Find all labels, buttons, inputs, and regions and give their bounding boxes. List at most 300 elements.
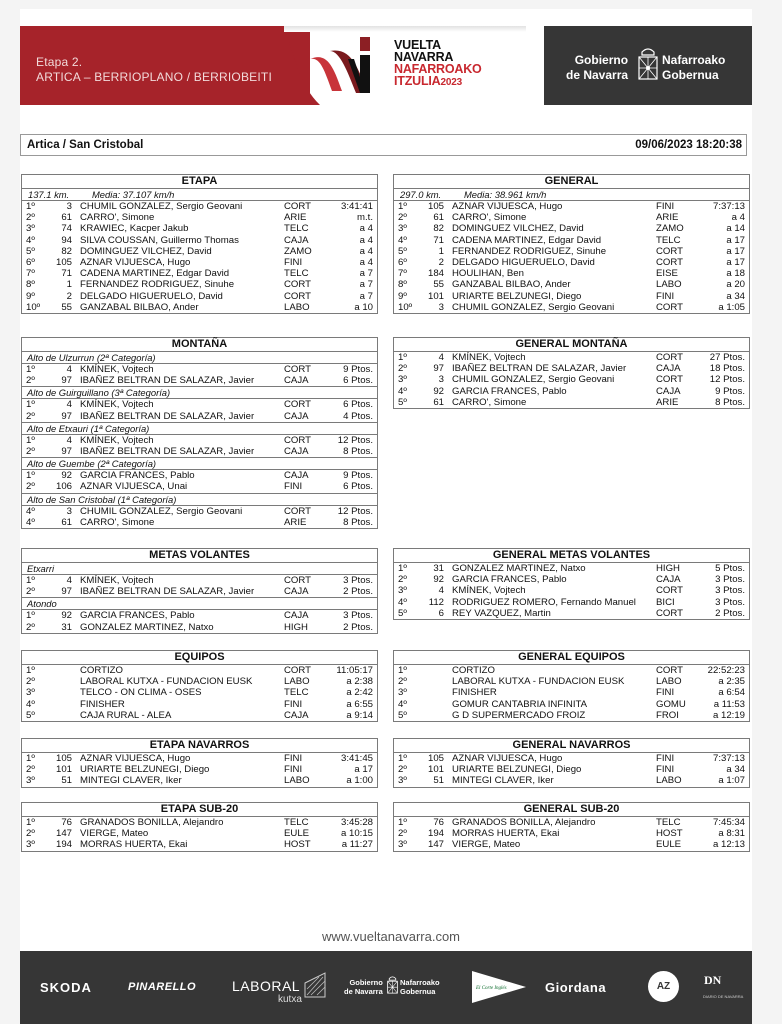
- position: 2º: [26, 212, 35, 224]
- team-code: FINI: [656, 290, 675, 302]
- location-name: Artica / San Cristobal: [27, 139, 144, 151]
- table-row: [394, 386, 749, 397]
- average-speed: Media: 37.107 km/h: [92, 189, 175, 200]
- table-row: [394, 574, 749, 585]
- result-value: a 6:54: [718, 687, 745, 699]
- bib-number: 2: [438, 256, 444, 268]
- result-value: a 11:27: [341, 839, 373, 851]
- position: 9º: [26, 290, 35, 302]
- rider-name: CADENA MARTINEZ, Edgar David: [452, 234, 602, 246]
- result-value: a 17: [354, 764, 373, 776]
- gov-text-left: [566, 53, 628, 83]
- logo-vuelta: VUELTA: [394, 38, 441, 52]
- table-row: [394, 246, 749, 257]
- position: 4º: [26, 234, 35, 246]
- table-row: [394, 585, 749, 596]
- team-code: GOMU: [656, 698, 686, 710]
- sponsor-gov-right-1: Nafarroako: [400, 978, 440, 987]
- bib-number: 105: [427, 201, 444, 212]
- table-row: [394, 839, 749, 850]
- gov-text-right: [662, 53, 725, 83]
- result-value: a 17: [726, 256, 745, 268]
- group-label: Alto de Guembe (2ª Categoría): [22, 458, 377, 470]
- position: 2º: [26, 445, 35, 457]
- bib-number: 82: [433, 223, 444, 235]
- team-code: ARIE: [284, 516, 307, 528]
- position: 3º: [398, 585, 407, 597]
- table-row: [22, 575, 377, 586]
- result-value: a 18: [726, 268, 745, 280]
- bib-number: 6: [438, 607, 444, 619]
- table-row: [394, 710, 749, 721]
- result-value: a 12:13: [712, 839, 745, 851]
- position: 2º: [26, 764, 35, 776]
- logo-itzulia: [394, 75, 482, 89]
- result-value: a 10: [354, 301, 373, 313]
- result-value: 5 Ptos.: [715, 563, 745, 574]
- table-row: [22, 291, 377, 302]
- bib-number: 3: [66, 505, 72, 517]
- bib-number: 194: [55, 839, 72, 851]
- table-row: [22, 610, 377, 621]
- website-link[interactable]: www.vueltanavarra.com: [322, 929, 460, 944]
- table-row: [22, 764, 377, 775]
- position: 4º: [398, 596, 407, 608]
- position: 4º: [26, 698, 35, 710]
- sponsor-corte-text: El Corte Inglés: [476, 986, 507, 991]
- position: 3º: [398, 687, 407, 699]
- table-title: ETAPA NAVARROS: [22, 739, 377, 753]
- position: 7º: [26, 268, 35, 280]
- position: 1º: [26, 575, 35, 586]
- position: 2º: [398, 676, 407, 688]
- team-code: HOST: [284, 839, 311, 851]
- team-code: CORT: [284, 290, 312, 302]
- position: 5º: [398, 396, 407, 408]
- team-code: CAJA: [284, 470, 309, 482]
- result-value: m.t.: [357, 212, 373, 224]
- team-code: CAJA: [656, 363, 681, 375]
- team-code: CORT: [284, 201, 312, 212]
- rider-name: GARCIA FRANCES, Pablo: [80, 610, 195, 622]
- bib-number: 4: [66, 575, 72, 586]
- sponsor-gov-right-2: Gobernua: [400, 987, 436, 996]
- table-row: [22, 481, 377, 493]
- sponsor-dn-subtitle: DIARIO DE NAVARRA: [703, 994, 744, 999]
- team-code: CORT: [656, 301, 684, 313]
- position: 1º: [26, 753, 35, 764]
- position: 4º: [26, 505, 35, 517]
- table-title: MONTAÑA: [22, 338, 377, 352]
- bib-number: 94: [61, 234, 72, 246]
- bib-number: 76: [61, 817, 72, 828]
- sponsor-laboral: LABORAL: [232, 978, 301, 994]
- table-row: [394, 764, 749, 775]
- team-code: CAJA: [284, 610, 309, 622]
- table-row: [394, 268, 749, 279]
- team-code: FINI: [284, 753, 303, 764]
- result-value: a 6:55: [346, 698, 373, 710]
- table-etapa-navarros: [21, 738, 378, 788]
- stage-number: Etapa 2.: [36, 55, 83, 69]
- result-value: a 10:15: [340, 828, 373, 840]
- rider-name: CHUMIL GONZALEZ, Sergio Geovani: [452, 301, 615, 313]
- rider-name: KMÍNEK, Vojtech: [80, 364, 154, 375]
- rider-name: FERNANDEZ RODRIGUEZ, Sinuhe: [80, 279, 235, 291]
- result-value: a 2:42: [346, 687, 373, 699]
- table-title: GENERAL EQUIPOS: [394, 651, 749, 665]
- position: 6º: [398, 256, 407, 268]
- result-value: a 8:31: [718, 828, 745, 840]
- gobierno-navarra-logo: [544, 26, 752, 105]
- bib-number: 1: [66, 279, 72, 291]
- position: 1º: [26, 434, 35, 446]
- team-code: EULE: [656, 839, 682, 851]
- bib-number: 105: [427, 753, 444, 764]
- sponsor-navarra-crest-icon: [386, 973, 399, 997]
- bib-number: 2: [66, 290, 72, 302]
- gov-left-line2: de Navarra: [566, 68, 629, 82]
- rider-name: AZNAR VIJUESCA, Unai: [80, 481, 188, 493]
- rider-name: AZNAR VIJUESCA, Hugo: [452, 753, 563, 764]
- result-value: a 7: [359, 290, 373, 302]
- table-row: [22, 622, 377, 633]
- rider-name: GONZALEZ MARTINEZ, Natxo: [452, 563, 586, 574]
- bib-number: 61: [433, 396, 444, 408]
- result-value: a 1:07: [718, 775, 745, 787]
- team-code: CORT: [656, 665, 684, 676]
- position: 5º: [26, 709, 35, 721]
- result-value: a 2:35: [718, 676, 745, 688]
- bib-number: 147: [55, 828, 72, 840]
- position: 8º: [26, 279, 35, 291]
- table-row: [394, 817, 749, 828]
- team-code: FINI: [656, 764, 675, 776]
- stage-title: [36, 55, 272, 85]
- position: 5º: [398, 709, 407, 721]
- position: 2º: [26, 481, 35, 493]
- sponsors-footer: [20, 951, 752, 1024]
- position: 6º: [26, 256, 35, 268]
- team-code: CAJA: [284, 445, 309, 457]
- team-code: EULE: [284, 828, 310, 840]
- location-bar: [20, 134, 747, 156]
- position: 10º: [26, 301, 41, 313]
- sponsor-dn: DN: [704, 973, 722, 987]
- table-row: [394, 699, 749, 710]
- bib-number: 3: [438, 374, 444, 386]
- position: 2º: [26, 410, 35, 422]
- team-code: EISE: [656, 268, 678, 280]
- table-meta: [394, 189, 749, 201]
- table-row: [394, 291, 749, 302]
- table-row: [394, 676, 749, 687]
- table-row: [22, 775, 377, 786]
- table-row: [394, 352, 749, 363]
- sponsor-gov-left-2: de Navarra: [344, 987, 383, 996]
- team-code: CORT: [284, 399, 312, 411]
- result-value: 8 Ptos.: [343, 516, 373, 528]
- table-etapa: [21, 174, 378, 314]
- position: 3º: [398, 223, 407, 235]
- bib-number: 101: [55, 764, 72, 776]
- bib-number: 61: [61, 212, 72, 224]
- result-value: a 4: [731, 212, 745, 224]
- position: 7º: [398, 268, 407, 280]
- rider-name: URIARTE BELZUNEGI, Diego: [80, 764, 210, 776]
- rider-name: SILVA COUSSAN, Guillermo Thomas: [80, 234, 239, 246]
- table-meta: [22, 189, 377, 201]
- result-value: 3 Ptos.: [343, 610, 373, 622]
- position: 1º: [26, 470, 35, 482]
- result-value: 9 Ptos.: [343, 470, 373, 482]
- result-value: a 4: [359, 234, 373, 246]
- position: 1º: [26, 817, 35, 828]
- team-code: FINI: [284, 764, 303, 776]
- result-value: a 14: [726, 223, 745, 235]
- table-general-montana: [393, 337, 750, 409]
- rider-name: VIERGE, Mateo: [80, 828, 149, 840]
- table-title: GENERAL NAVARROS: [394, 739, 749, 753]
- team-code: HOST: [656, 828, 683, 840]
- table-title: ETAPA SUB-20: [22, 803, 377, 817]
- navarra-crest-icon: [636, 44, 660, 84]
- table-row: [22, 435, 377, 446]
- table-row: [394, 201, 749, 212]
- rider-name: GANZABAL BILBAO, Ander: [80, 301, 199, 313]
- position: 2º: [398, 574, 407, 586]
- table-row: [22, 676, 377, 687]
- rider-name: IBAÑEZ BELTRAN DE SALAZAR, Javier: [80, 586, 255, 598]
- position: 1º: [26, 364, 35, 375]
- bib-number: 74: [61, 223, 72, 235]
- rider-name: RODRIGUEZ ROMERO, Fernando Manuel: [452, 596, 636, 608]
- rider-name: KMÍNEK, Vojtech: [452, 585, 526, 597]
- table-row: [22, 223, 377, 234]
- team-code: CAJA: [284, 234, 309, 246]
- team-code: CORT: [284, 505, 312, 517]
- table-row: [22, 506, 377, 517]
- position: 3º: [26, 687, 35, 699]
- result-value: 12 Ptos.: [709, 374, 745, 386]
- team-code: CORT: [656, 607, 684, 619]
- rider-name: CARRO', Simone: [80, 212, 155, 224]
- rider-name: VIERGE, Mateo: [452, 839, 521, 851]
- table-title: GENERAL MONTAÑA: [394, 338, 749, 352]
- table-row: [394, 563, 749, 574]
- result-value: 12 Ptos.: [337, 434, 373, 446]
- result-value: 2 Ptos.: [343, 621, 373, 633]
- position: 1º: [398, 352, 407, 363]
- result-value: a 34: [726, 764, 745, 776]
- rider-name: IBAÑEZ BELTRAN DE SALAZAR, Javier: [80, 410, 255, 422]
- position: 3º: [398, 775, 407, 787]
- result-value: 27 Ptos.: [709, 352, 745, 363]
- result-value: a 34: [726, 290, 745, 302]
- team-code: LABO: [656, 775, 682, 787]
- position: 2º: [398, 212, 407, 224]
- table-row: [22, 665, 377, 676]
- team-code: ARIE: [656, 212, 679, 224]
- team-code: CORT: [656, 374, 684, 386]
- position: 1º: [398, 201, 407, 212]
- position: 8º: [398, 279, 407, 291]
- logo-nafarroako: NAFARROAKO: [394, 62, 482, 76]
- position: 1º: [26, 201, 35, 212]
- position: 1º: [26, 399, 35, 411]
- table-row: [394, 257, 749, 268]
- team-code: TELC: [284, 223, 309, 235]
- rider-name: LABORAL KUTXA - FUNDACION EUSK: [80, 676, 253, 688]
- rider-name: URIARTE BELZUNEGI, Diego: [452, 764, 582, 776]
- rider-name: KMÍNEK, Vojtech: [80, 575, 154, 586]
- table-row: [394, 302, 749, 313]
- bib-number: 55: [61, 301, 72, 313]
- position: 3º: [26, 839, 35, 851]
- stage-route: ARTICA – BERRIOPLANO / BERRIOBEITI: [36, 70, 272, 84]
- position: 4º: [398, 698, 407, 710]
- group-label: Alto de Ulzurrun (2ª Categoría): [22, 352, 377, 364]
- bib-number: 31: [61, 621, 72, 633]
- table-etapa-sub20: [21, 802, 378, 852]
- group-label: Alto de Etxauri (1ª Categoría): [22, 423, 377, 435]
- position: 3º: [26, 223, 35, 235]
- rider-name: CORTIZO: [452, 665, 495, 676]
- result-value: a 4: [359, 245, 373, 257]
- team-code: TELC: [284, 268, 309, 280]
- bib-number: 105: [55, 256, 72, 268]
- group-label: Alto de San Cristobal (1ª Categoría): [22, 494, 377, 506]
- bib-number: 97: [61, 375, 72, 387]
- result-value: 3:41:45: [340, 753, 373, 764]
- team-code: CORT: [284, 279, 312, 291]
- table-row: [394, 687, 749, 698]
- team-code: LABO: [284, 301, 310, 313]
- table-row: [22, 399, 377, 410]
- team-code: CORT: [284, 364, 312, 375]
- team-code: TELC: [656, 234, 681, 246]
- gov-right-line1: Nafarroako: [662, 53, 726, 67]
- table-title: GENERAL SUB-20: [394, 803, 749, 817]
- rider-name: FERNANDEZ RODRIGUEZ, Sinuhe: [452, 245, 607, 257]
- rider-name: GARCIA FRANCES, Pablo: [452, 385, 567, 397]
- position: 5º: [398, 607, 407, 619]
- sponsor-pinarello: PINARELLO: [128, 981, 197, 993]
- team-code: ARIE: [656, 396, 679, 408]
- team-code: HIGH: [656, 563, 680, 574]
- team-code: CORT: [284, 665, 312, 676]
- table-row: [22, 699, 377, 710]
- team-code: LABO: [284, 775, 310, 787]
- team-code: CORT: [656, 245, 684, 257]
- rider-name: CARRO', Simone: [452, 212, 527, 224]
- bib-number: 112: [428, 596, 444, 608]
- rider-name: GARCIA FRANCES, Pablo: [80, 470, 195, 482]
- rider-name: AZNAR VIJUESCA, Hugo: [80, 256, 191, 268]
- position: 1º: [26, 665, 35, 676]
- logo-text: [394, 39, 482, 89]
- group-label: Etxarri: [22, 563, 377, 575]
- result-value: 3 Ptos.: [715, 596, 745, 608]
- result-value: 6 Ptos.: [343, 399, 373, 411]
- rider-name: CADENA MARTINEZ, Edgar David: [80, 268, 230, 280]
- rider-name: GANZABAL BILBAO, Ander: [452, 279, 571, 291]
- team-code: FROI: [656, 709, 679, 721]
- rider-name: CARRO', Simone: [452, 396, 527, 408]
- gov-right-line2: Gobernua: [662, 68, 719, 82]
- table-row: [394, 212, 749, 223]
- table-row: [22, 411, 377, 423]
- logo-navarra: NAVARRA: [394, 50, 454, 64]
- result-value: 7:37:13: [712, 201, 745, 212]
- position: 3º: [398, 839, 407, 851]
- rider-name: CHUMIL GONZALEZ, Sergio Geovani: [80, 201, 243, 212]
- team-code: FINI: [656, 687, 675, 699]
- table-row: [394, 828, 749, 839]
- sponsor-kutxa: kutxa: [278, 994, 302, 1005]
- table-title: METAS VOLANTES: [22, 549, 377, 563]
- vn-logo-icon: [308, 29, 392, 103]
- table-row: [394, 775, 749, 786]
- team-code: TELC: [284, 687, 309, 699]
- result-value: 6 Ptos.: [343, 481, 373, 493]
- position: 2º: [398, 363, 407, 375]
- rider-name: FINISHER: [80, 698, 125, 710]
- team-code: ZAMO: [284, 245, 312, 257]
- result-value: 4 Ptos.: [343, 410, 373, 422]
- table-row: [22, 212, 377, 223]
- team-code: FINI: [656, 201, 675, 212]
- table-metas-volantes: [21, 548, 378, 634]
- result-value: 6 Ptos.: [343, 375, 373, 387]
- bib-number: 3: [66, 201, 72, 212]
- rider-name: CAJA RURAL - ALEA: [80, 709, 172, 721]
- rider-name: LABORAL KUTXA - FUNDACION EUSK: [452, 676, 625, 688]
- bib-number: 101: [427, 764, 444, 776]
- bib-number: 97: [61, 445, 72, 457]
- team-code: CAJA: [284, 375, 309, 387]
- result-value: a 20: [726, 279, 745, 291]
- table-row: [394, 665, 749, 676]
- result-value: a 17: [726, 234, 745, 246]
- team-code: LABO: [656, 279, 682, 291]
- result-value: a 7: [359, 279, 373, 291]
- position: 1º: [398, 817, 407, 828]
- rider-name: CORTIZO: [80, 665, 123, 676]
- result-value: 12 Ptos.: [337, 505, 373, 517]
- team-code: ARIE: [284, 212, 307, 224]
- team-code: CAJA: [656, 385, 681, 397]
- rider-name: KRAWIEC, Kacper Jakub: [80, 223, 189, 235]
- bib-number: 71: [433, 234, 444, 246]
- bib-number: 61: [433, 212, 444, 224]
- rider-name: HOULIHAN, Ben: [452, 268, 524, 280]
- table-title: ETAPA: [22, 175, 377, 189]
- table-row: [22, 235, 377, 246]
- result-value: 3:41:41: [340, 201, 373, 212]
- position: 2º: [26, 586, 35, 598]
- position: 2º: [398, 764, 407, 776]
- team-code: FINI: [284, 698, 303, 710]
- team-code: TELC: [656, 817, 681, 828]
- bib-number: 106: [55, 481, 72, 493]
- bib-number: 92: [433, 385, 444, 397]
- sponsor-gov-left-1: Gobierno: [349, 978, 383, 987]
- distance: 297.0 km.: [400, 189, 442, 200]
- table-row: [22, 687, 377, 698]
- bib-number: 1: [438, 245, 444, 257]
- position: 4º: [398, 234, 407, 246]
